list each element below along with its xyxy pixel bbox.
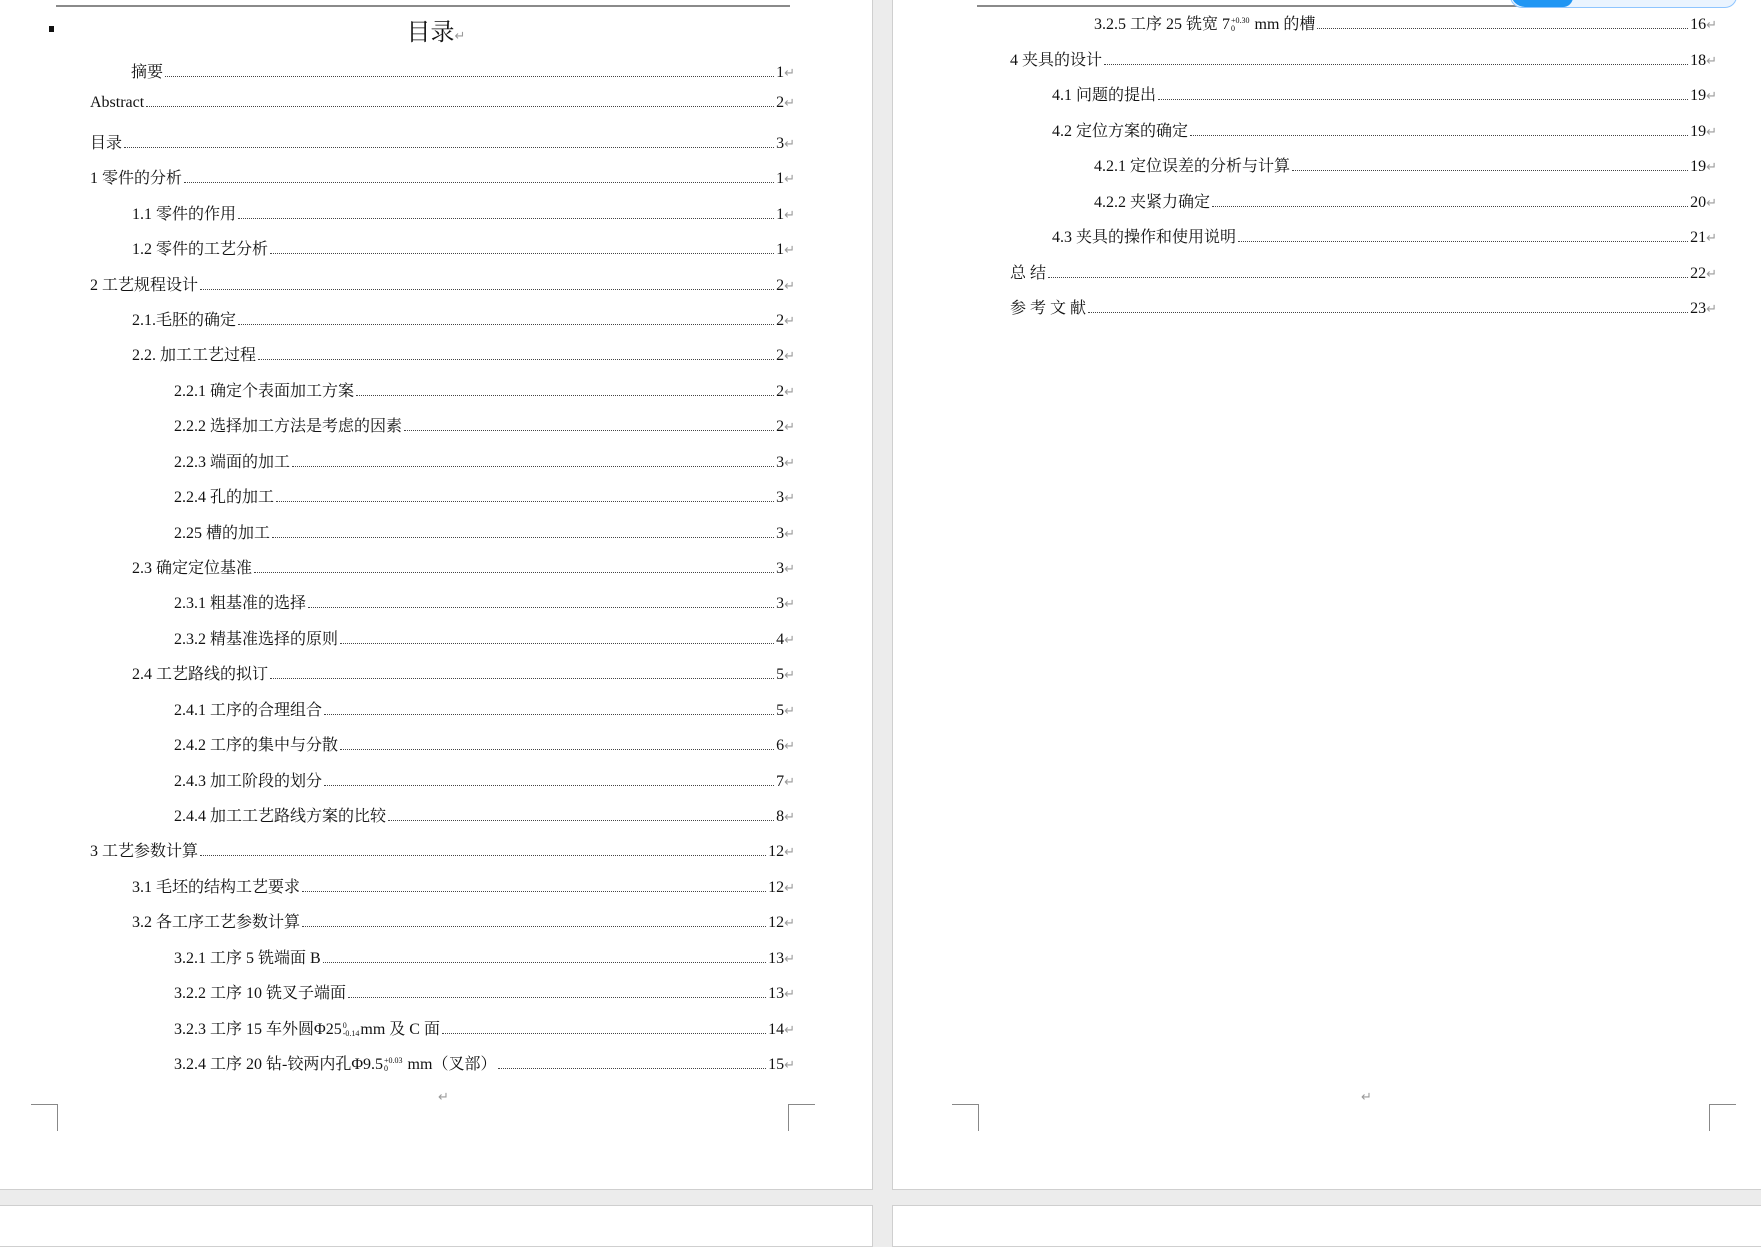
toc-entry-text: 3.2.4 工序 20 钻-铰两内孔Φ9.5: [174, 1056, 384, 1074]
toc-page-number: 22: [1690, 264, 1707, 282]
toc-entry[interactable]: [174, 803, 795, 825]
toc-entry-text: 2.2.1 确定个表面加工方案: [174, 382, 355, 400]
toc-page-number: 12: [768, 878, 785, 896]
toc-entry-text: 2.3.1 粗基准的选择: [174, 595, 307, 613]
tolerance: [343, 1022, 360, 1038]
paragraph-mark-icon: ↵: [784, 845, 795, 861]
toc-page-number: 1: [776, 170, 785, 188]
toc-entry-label: [174, 803, 386, 826]
toc-entry-label: [1010, 47, 1102, 70]
toc-page-number: 13: [768, 949, 785, 967]
tolerance-lower: 0: [1231, 24, 1236, 34]
toc-entry[interactable]: [90, 165, 795, 187]
paragraph-mark-icon: ↵: [784, 597, 795, 613]
toc-entry-text: 2.4.4 加工工艺路线方案的比较: [174, 808, 387, 826]
toc-entry-label: [174, 1016, 440, 1039]
tolerance-lower: -0.14: [342, 1028, 360, 1038]
toc-entry-text: 4.1 问题的提出: [1052, 87, 1157, 104]
toc-entry-label: [1094, 11, 1315, 34]
toc-entry[interactable]: [132, 555, 795, 577]
paragraph-mark-icon: ↵: [784, 66, 795, 81]
toc-page-number: 3: [776, 524, 785, 542]
header-line: [977, 5, 1517, 7]
toc-entry-label: [132, 342, 256, 365]
toc-entry-text: 4.3 夹具的操作和使用说明: [1052, 229, 1237, 246]
dot-leader: [1292, 170, 1688, 171]
dot-leader: [254, 572, 774, 573]
toc-entry-label: [1094, 189, 1210, 212]
paragraph-mark-icon: ↵: [1706, 53, 1717, 69]
dot-leader: [165, 76, 774, 77]
toc-entry-text: 3.2.3 工序 15 车外圆Φ25: [174, 1020, 342, 1038]
paragraph-mark-icon: ↵: [784, 1058, 795, 1074]
paragraph-mark-icon: ↵: [784, 987, 795, 1003]
dot-leader: [340, 643, 774, 644]
dot-leader: [308, 607, 774, 608]
toc-title: [0, 12, 872, 47]
toc-page-number: 13: [768, 985, 785, 1003]
paragraph-mark-icon: ↵: [1706, 302, 1717, 317]
toc-page-number: 20: [1690, 193, 1707, 211]
toc-entry-label: [132, 307, 236, 330]
toc-entry-text: 3.2.1 工序 5 铣端面 B: [174, 949, 321, 967]
dot-leader: [1190, 135, 1688, 136]
toc-entry-text: 2.2.4 孔的加工: [174, 489, 275, 507]
dot-leader: [1158, 99, 1688, 100]
toc-entry-label: [174, 980, 346, 1003]
toc-entry-text: 总 结: [1010, 264, 1047, 282]
paragraph-mark-icon: ↵: [784, 880, 795, 896]
toc-entry-text: 2.2.2 选择加工方法是考虑的因素: [174, 418, 403, 436]
toc-page-number: 18: [1690, 51, 1707, 69]
toc-entry[interactable]: [1094, 153, 1717, 175]
toc-page-number: 2: [776, 94, 785, 112]
paragraph-mark-icon: ↵: [784, 491, 795, 507]
toc-page-number: 19: [1690, 122, 1707, 140]
dot-leader: [292, 466, 774, 467]
paragraph-mark-icon: ↵: [784, 774, 795, 790]
toc-entry-label: [174, 697, 322, 720]
dot-leader: [1238, 241, 1688, 242]
paragraph-mark-icon: ↵: [784, 916, 795, 932]
toc-entry-text: 4.2.1 定位误差的分析与计算: [1094, 158, 1291, 175]
dot-leader: [184, 182, 774, 183]
toc-entry[interactable]: [1010, 260, 1717, 282]
toc-page-number: 19: [1690, 87, 1707, 104]
toc-entry-text: 3.2.2 工序 10 铣叉子端面: [174, 985, 347, 1003]
paragraph-mark-icon: ↵: [1706, 195, 1717, 211]
floating-toolbar[interactable]: [1510, 0, 1737, 8]
tolerance: [1231, 17, 1250, 33]
toc-entry-text: 2.4.3 加工阶段的划分: [174, 772, 323, 790]
dot-leader: [340, 749, 774, 750]
dot-leader: [238, 218, 774, 219]
toc-page-number: 3: [776, 134, 785, 152]
toc-entry-label: [1052, 118, 1188, 141]
toc-page-number: 1: [776, 64, 785, 81]
paragraph-mark-icon: ↵: [1706, 160, 1717, 175]
dot-leader: [270, 253, 774, 254]
toc-entry-text-suffix: mm 的槽: [1250, 16, 1316, 33]
toc-entry[interactable]: [132, 909, 795, 931]
toc-entry-text: Abstract: [90, 94, 145, 112]
dot-leader: [200, 289, 774, 290]
dot-leader: [356, 395, 774, 396]
paragraph-mark-icon: ↵: [784, 136, 795, 152]
toc-page-number: 7: [776, 772, 785, 790]
toc-entry-label: [1010, 260, 1046, 283]
toc-entry-text: 1.2 零件的工艺分析: [132, 241, 269, 259]
tolerance-upper: 0: [342, 1020, 347, 1030]
paragraph-mark-icon: ↵: [784, 562, 795, 578]
toc-page-number: 2: [776, 276, 785, 294]
dot-leader: [1048, 277, 1688, 278]
toc-entry-label: [174, 1051, 496, 1074]
toc-entry-text: 目录: [90, 134, 123, 152]
paragraph-mark-icon: ↵: [784, 526, 795, 542]
paragraph-mark-icon: ↵: [784, 96, 795, 112]
toc-entry-label: [1052, 82, 1156, 105]
tolerance: [384, 1057, 403, 1073]
toc-entry-text-suffix: mm（叉部）: [403, 1056, 497, 1074]
toc-entry-label: [174, 378, 354, 401]
tolerance-upper: +0.30: [1231, 16, 1250, 26]
dot-leader: [302, 926, 766, 927]
toc-entry[interactable]: [1010, 295, 1717, 317]
toc-page-number: 12: [768, 914, 785, 932]
toc-entry[interactable]: [174, 484, 795, 506]
toc-page-number: 3: [776, 560, 785, 578]
toc-entry[interactable]: [174, 732, 795, 754]
toc-page-number: 14: [768, 1020, 785, 1038]
toc-entry[interactable]: [174, 1051, 795, 1073]
dot-leader: [348, 997, 766, 998]
toc-entry[interactable]: [132, 342, 795, 364]
toc-entry[interactable]: [132, 661, 795, 683]
header-line: [56, 5, 790, 7]
paragraph-mark-icon: ↵: [784, 207, 795, 223]
toc-page-number: 5: [776, 666, 785, 684]
toc-page-number: 3: [776, 453, 785, 471]
dot-leader: [276, 501, 774, 502]
paragraph-mark-icon: ↵: [438, 1090, 449, 1105]
paragraph-mark-icon: ↵: [784, 314, 795, 329]
margin-corner-mark: [788, 1104, 815, 1131]
toc-entry-label: [132, 909, 300, 932]
paragraph-mark-icon: ↵: [1706, 266, 1717, 282]
toc-entry[interactable]: [174, 980, 795, 1002]
dot-leader: [442, 1033, 766, 1034]
paragraph-mark-icon: ↵: [1706, 18, 1717, 33]
toc-entry[interactable]: [132, 201, 795, 223]
margin-corner-mark: [952, 1104, 979, 1131]
toc-entry[interactable]: [90, 94, 795, 116]
toc-page-number: 2: [776, 382, 785, 400]
toc-entry[interactable]: [1094, 11, 1717, 33]
toc-page-number: 19: [1690, 158, 1707, 175]
toc-entry[interactable]: [132, 307, 795, 329]
toc-page-number: 1: [776, 205, 785, 223]
toc-entry-text: 2 工艺规程设计: [90, 276, 199, 294]
margin-corner-mark: [31, 1104, 58, 1131]
dot-leader: [238, 324, 774, 325]
toc-page-number: 6: [776, 737, 785, 755]
toc-entry[interactable]: [1052, 82, 1717, 104]
toc-entry-label: [90, 165, 182, 188]
toc-entry-label: [1010, 295, 1086, 318]
toc-title-text: 目录: [406, 18, 455, 46]
toc-entry[interactable]: [174, 626, 795, 648]
dot-leader: [1317, 28, 1688, 29]
toc-entry-label: [1052, 224, 1236, 247]
paragraph-mark-icon: ↵: [784, 420, 795, 436]
toc-entry-label: [174, 413, 402, 436]
toc-entry-text: 2.1.毛胚的确定: [132, 312, 237, 329]
toc-entry[interactable]: [90, 130, 795, 152]
paragraph-mark-icon: ↵: [784, 632, 795, 648]
toc-page-number: 5: [776, 701, 785, 719]
toc-entry-text: 3 工艺参数计算: [90, 843, 199, 861]
dot-leader: [498, 1068, 766, 1069]
margin-corner-mark: [1709, 1104, 1736, 1131]
paragraph-mark-icon: ↵: [784, 278, 795, 294]
toc-entry[interactable]: [132, 236, 795, 258]
document-page-1: [0, 0, 873, 1190]
toc-entry-label: [132, 874, 300, 897]
toc-page-number: 2: [776, 347, 785, 365]
toc-entry-label: [1094, 153, 1290, 176]
dot-leader: [302, 891, 766, 892]
toc-entry-text: 3.2.5 工序 25 铣宽 7: [1094, 16, 1231, 33]
toc-entry[interactable]: [1094, 189, 1717, 211]
toc-entry-label: [174, 590, 306, 613]
toc-page-number: 21: [1690, 229, 1707, 246]
toc-entry[interactable]: [174, 697, 795, 719]
paragraph-mark-icon: ↵: [784, 243, 795, 259]
tolerance-lower: 0: [384, 1064, 389, 1074]
toc-page-number: 2: [776, 418, 785, 436]
toc-entry[interactable]: [90, 838, 795, 860]
toc-entry-label: [174, 520, 270, 543]
paragraph-mark-icon: ↵: [784, 349, 795, 365]
toc-entry-text: 4.2.2 夹紧力确定: [1094, 193, 1211, 211]
toc-entry-text: 2.2. 加工工艺过程: [132, 347, 257, 365]
toc-entry-label: [132, 201, 236, 224]
toc-page-number: 4: [776, 630, 785, 648]
paragraph-mark-icon: ↵: [784, 455, 795, 471]
toc-entry-label: [131, 59, 163, 82]
toc-page-number: 3: [776, 595, 785, 613]
paragraph-mark-icon: ↵: [1361, 1090, 1372, 1105]
paragraph-mark-icon: ↵: [784, 668, 795, 684]
toc-entry-label: [90, 94, 144, 112]
paragraph-mark-icon: ↵: [784, 810, 795, 826]
toc-page-number: 3: [776, 489, 785, 507]
paragraph-mark-icon: ↵: [784, 172, 795, 188]
toc-entry-label: [174, 626, 338, 649]
toc-entry[interactable]: [1052, 224, 1717, 246]
toc-entry-text: 参 考 文 献: [1010, 300, 1087, 317]
toc-entry-text: 2.2.3 端面的加工: [174, 453, 291, 471]
toc-page-number: 1: [776, 241, 785, 259]
toc-entry-label: [174, 768, 322, 791]
toc-page-number: 8: [776, 808, 785, 826]
toc-entry[interactable]: [174, 768, 795, 790]
paragraph-mark-icon: ↵: [784, 384, 795, 400]
toc-entry[interactable]: [174, 520, 795, 542]
paragraph-mark-icon: ↵: [784, 951, 795, 967]
dot-leader: [324, 714, 774, 715]
dot-leader: [146, 106, 774, 107]
toc-entry-label: [90, 130, 122, 153]
toc-entry[interactable]: [174, 1016, 795, 1038]
toc-entry-label: [174, 484, 274, 507]
toc-page-number: 12: [768, 843, 785, 861]
toc-entry-text: 2.3.2 精基准选择的原则: [174, 630, 339, 648]
toc-entry[interactable]: [174, 945, 795, 967]
toc-entry-text-suffix: mm 及 C 面: [360, 1020, 440, 1038]
toc-entry[interactable]: [174, 590, 795, 612]
dot-leader: [258, 359, 774, 360]
toc-entry-text: 3.1 毛坯的结构工艺要求: [132, 878, 301, 896]
toc-entry-label: [174, 449, 290, 472]
toc-entry-text: 2.4 工艺路线的拟订: [132, 666, 269, 684]
toc-entry-label: [132, 661, 268, 684]
toc-page-number: 16: [1690, 16, 1707, 33]
tolerance-upper: +0.03: [384, 1056, 403, 1066]
paragraph-mark-icon: ↵: [454, 29, 466, 44]
document-page-3: [0, 1205, 873, 1247]
document-page-2: [892, 0, 1761, 1190]
toc-entry-label: [132, 555, 252, 578]
toc-entry-text: 2.25 槽的加工: [174, 524, 271, 542]
toc-page-number: 23: [1690, 300, 1707, 317]
paragraph-mark-icon: ↵: [1706, 124, 1717, 140]
dot-leader: [200, 855, 766, 856]
toc-entry-text: 2.3 确定定位基准: [132, 560, 253, 578]
paragraph-mark-icon: ↵: [784, 703, 795, 719]
dot-leader: [270, 678, 774, 679]
toc-entry-label: [174, 945, 321, 968]
toc-entry[interactable]: [1010, 47, 1717, 69]
dot-leader: [1104, 64, 1688, 65]
dot-leader: [323, 962, 766, 963]
document-page-4: [892, 1205, 1761, 1247]
floating-toolbar-button[interactable]: [1511, 0, 1573, 7]
toc-page-number: 2: [776, 312, 785, 329]
paragraph-mark-icon: ↵: [784, 739, 795, 755]
toc-entry[interactable]: [174, 449, 795, 471]
dot-leader: [324, 785, 774, 786]
toc-entry-label: [90, 838, 198, 861]
dot-leader: [272, 537, 774, 538]
toc-entry-label: [90, 272, 198, 295]
toc-entry-text: 1.1 零件的作用: [132, 205, 237, 223]
dot-leader: [1088, 312, 1688, 313]
toc-page-number: 15: [768, 1056, 785, 1074]
dot-leader: [404, 430, 774, 431]
toc-entry-text: 摘要: [131, 64, 164, 81]
toc-entry[interactable]: [174, 378, 795, 400]
toc-entry-text: 4 夹具的设计: [1010, 51, 1103, 69]
toc-entry-label: [174, 732, 338, 755]
toc-entry[interactable]: [131, 59, 795, 81]
toc-entry[interactable]: [90, 272, 795, 294]
toc-entry[interactable]: [174, 413, 795, 435]
toc-entry-text: 3.2 各工序工艺参数计算: [132, 914, 301, 932]
dot-leader: [388, 820, 774, 821]
dot-leader: [1212, 206, 1688, 207]
paragraph-mark-icon: ↵: [1706, 231, 1717, 246]
paragraph-mark-icon: ↵: [784, 1022, 795, 1038]
toc-entry-text: 2.4.2 工序的集中与分散: [174, 737, 339, 755]
toc-entry-label: [132, 236, 268, 259]
toc-entry-text: 4.2 定位方案的确定: [1052, 122, 1189, 140]
dot-leader: [124, 147, 774, 148]
paragraph-mark-icon: ↵: [1706, 89, 1717, 104]
toc-entry-text: 1 零件的分析: [90, 170, 183, 188]
toc-entry-text: 2.4.1 工序的合理组合: [174, 701, 323, 719]
toc-entry[interactable]: [132, 874, 795, 896]
toc-entry[interactable]: [1052, 118, 1717, 140]
